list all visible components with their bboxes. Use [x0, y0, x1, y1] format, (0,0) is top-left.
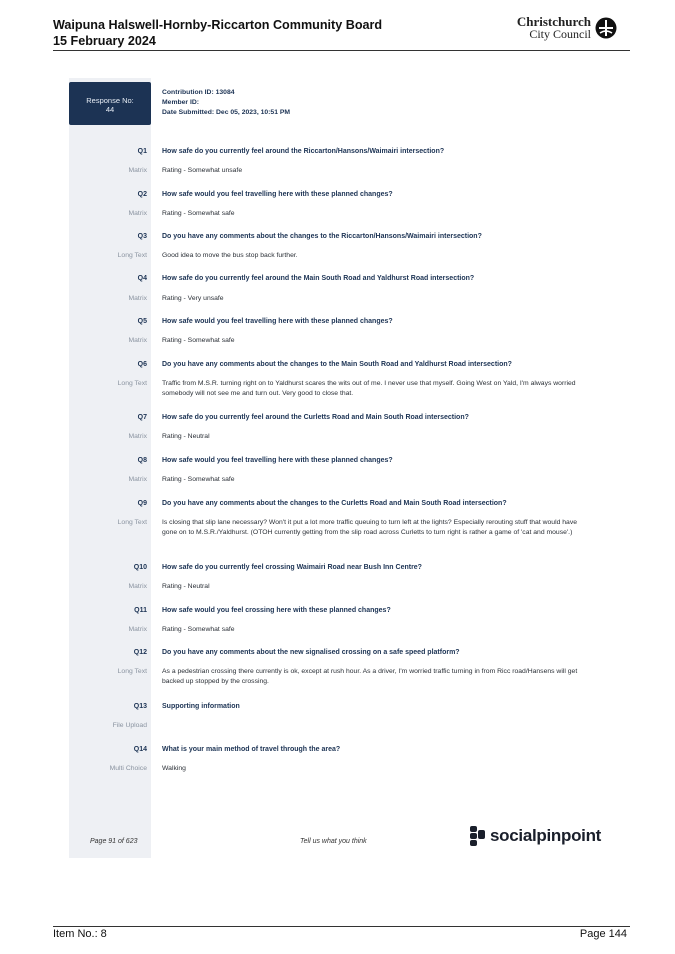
answer-text: Rating - Somewhat unsafe: [162, 167, 243, 174]
answer-text: Walking: [162, 765, 186, 772]
question-number: Q6: [137, 361, 147, 368]
inner-tagline: Tell us what you think: [300, 838, 367, 845]
footer-rule: [53, 926, 630, 927]
question-number: Q12: [133, 649, 147, 656]
question-row: [0, 560, 675, 580]
item-number: Item No.: 8: [53, 928, 107, 940]
council-logo: [517, 16, 617, 40]
answer-text: Rating - Somewhat safe: [162, 476, 235, 483]
question-row: [0, 314, 675, 334]
answer-text: Traffic from M.S.R. turning right on to Yaldhurst scares the wits out of me. I never use that myself. Going West on Yald, I'm always worried somebody will not see me and turn out. Very good to close that.: [162, 380, 576, 397]
question-text: How safe would you feel crossing here with these planned changes?: [162, 607, 391, 614]
socialpinpoint-logo: [470, 826, 601, 846]
question-number: Q9: [137, 500, 147, 507]
question-number: Q11: [134, 607, 147, 614]
answer-type: Long Text: [117, 252, 147, 259]
answer-text: Is closing that slip lane necessary? Won't it put a lot more traffic queuing to turn left at the lights? Especially rerouting stuff that would have gone on to M.S.R./Yaldhurst. (OTOH currently getting from the slip road across Curletts to turn right is rather a game of 'cat and mouse'.): [162, 519, 578, 536]
question-number: Q5: [137, 318, 147, 325]
answer-row: [0, 718, 675, 738]
date-submitted: Dec 05, 2023, 10:51 PM: [216, 109, 291, 116]
question-number: Q2: [137, 191, 147, 198]
answer-type: Multi Choice: [109, 765, 147, 772]
question-text: How safe do you currently feel around the Riccarton/Hansons/Waimairi intersection?: [162, 148, 445, 155]
answer-row: [0, 163, 675, 183]
response-number: 44: [105, 105, 115, 114]
document-header: [53, 17, 382, 49]
question-number: Q13: [133, 703, 147, 710]
answer-type: Matrix: [128, 433, 147, 440]
answer-type: Long Text: [117, 519, 147, 526]
answer-text: Rating - Neutral: [162, 583, 210, 590]
inner-page-number: Page 91 of 623: [90, 838, 138, 845]
question-row: [0, 410, 675, 430]
date-label: Date Submitted:: [162, 109, 215, 116]
question-text: Supporting information: [162, 703, 240, 710]
question-text: How safe do you currently feel crossing Waimairi Road near Bush Inn Centre?: [162, 564, 422, 571]
answer-type: Matrix: [128, 295, 147, 302]
logo-line1: Christchurch: [516, 14, 591, 29]
question-row: [0, 229, 675, 249]
question-row: [0, 603, 675, 623]
question-number: Q7: [137, 414, 147, 421]
question-text: How safe would you feel travelling here with these planned changes?: [162, 457, 393, 464]
question-text: Do you have any comments about the changes to the Riccarton/Hansons/Waimairi intersection?: [162, 233, 482, 240]
answer-text: Rating - Somewhat safe: [162, 626, 235, 633]
meeting-date: 15 February 2024: [53, 34, 156, 48]
answer-type: Matrix: [128, 337, 147, 344]
answer-row: [0, 472, 675, 492]
question-row: [0, 271, 675, 291]
response-meta: [162, 88, 290, 118]
brand-name: socialpinpoint: [490, 826, 602, 845]
contribution-id: 13084: [215, 89, 235, 96]
answer-row: [0, 515, 675, 535]
question-text: What is your main method of travel through the area?: [162, 746, 341, 753]
question-row: [0, 699, 675, 719]
answer-row: [0, 429, 675, 449]
answer-row: [0, 248, 675, 268]
answer-row: [0, 206, 675, 226]
question-row: [0, 742, 675, 762]
answer-type: Matrix: [128, 626, 147, 633]
answer-text: As a pedestrian crossing there currently is ok, except at rush hour. As a driver, I'm worried traffic turning in from Ricc road/Hansens will get backed up stopped by the crossing.: [162, 668, 578, 685]
question-row: [0, 187, 675, 207]
question-text: How safe do you currently feel around the Main South Road and Yaldhurst Road intersection?: [162, 275, 475, 282]
answer-type: File Upload: [112, 722, 147, 729]
answer-type: Long Text: [117, 380, 147, 387]
header-rule: [53, 50, 630, 51]
answer-row: [0, 761, 675, 781]
answer-text: Good idea to move the bus stop back further.: [162, 252, 298, 259]
question-number: Q1: [137, 148, 147, 155]
question-row: [0, 357, 675, 377]
answer-type: Matrix: [128, 583, 147, 590]
question-text: Do you have any comments about the changes to the Curletts Road and Main South Road intersection?: [162, 500, 507, 507]
christchurch-logo-icon: [595, 17, 617, 39]
answer-row: [0, 333, 675, 353]
response-number-box: [69, 82, 151, 125]
board-name: Waipuna Halswell-Hornby-Riccarton Community Board: [53, 18, 383, 32]
question-text: Do you have any comments about the changes to the Main South Road and Yaldhurst Road intersection?: [162, 361, 512, 368]
answer-text: Rating - Somewhat safe: [162, 210, 235, 217]
answer-type: Matrix: [128, 210, 147, 217]
logo-line2: City Council: [529, 27, 591, 41]
answer-row: [0, 291, 675, 311]
question-row: [0, 144, 675, 164]
member-label: Member ID:: [162, 99, 200, 106]
question-number: Q10: [133, 564, 147, 571]
answer-text: Rating - Very unsafe: [162, 295, 224, 302]
question-number: Q14: [133, 746, 147, 753]
answer-type: Long Text: [117, 668, 147, 675]
answer-row: [0, 376, 675, 396]
answer-text: Rating - Somewhat safe: [162, 337, 235, 344]
question-text: How safe would you feel travelling here with these planned changes?: [162, 318, 393, 325]
question-text: Do you have any comments about the new signalised crossing on a safe speed platform?: [162, 649, 460, 656]
page-number: Page 144: [579, 928, 627, 940]
socialpinpoint-logo-icon: [470, 826, 486, 846]
question-text: How safe would you feel travelling here with these planned changes?: [162, 191, 393, 198]
answer-text: Rating - Neutral: [162, 433, 210, 440]
answer-type: Matrix: [128, 167, 147, 174]
question-row: [0, 645, 675, 665]
question-text: How safe do you currently feel around the Curletts Road and Main South Road intersection?: [162, 414, 469, 421]
question-number: Q4: [137, 275, 147, 282]
answer-type: Matrix: [128, 476, 147, 483]
answer-row: [0, 622, 675, 642]
question-number: Q8: [137, 457, 147, 464]
contribution-label: Contribution ID:: [162, 89, 214, 96]
question-number: Q3: [137, 233, 147, 240]
response-label: Response No:: [86, 96, 134, 105]
answer-row: [0, 579, 675, 599]
answer-row: [0, 664, 675, 684]
question-row: [0, 453, 675, 473]
question-row: [0, 496, 675, 516]
